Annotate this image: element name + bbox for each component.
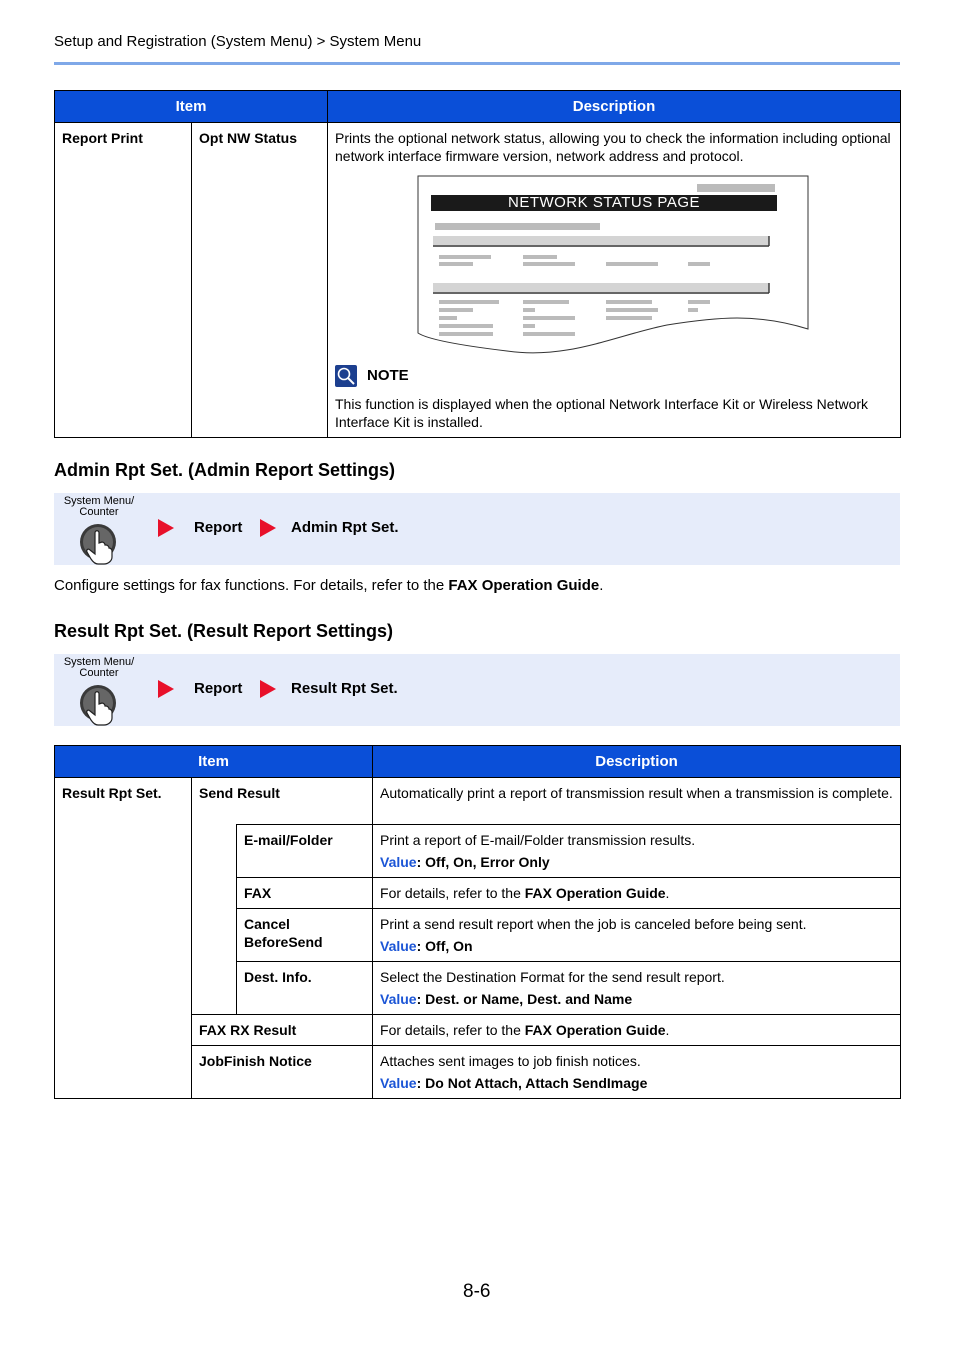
desc-cancel-beforesend: Print a send result report when the job is canceled before being sent. Value: Off, On bbox=[373, 909, 901, 962]
system-menu-counter-key bbox=[62, 496, 136, 518]
note-header bbox=[335, 365, 893, 387]
item-report-print: Report Print bbox=[55, 123, 192, 438]
path-arrow-icon bbox=[158, 680, 174, 698]
fax-guide-reference: FAX Operation Guide bbox=[448, 577, 600, 594]
column-header-description: Description bbox=[328, 91, 901, 123]
system-menu-counter-key bbox=[62, 657, 136, 679]
column-header-description: Description bbox=[373, 746, 901, 778]
column-header-item: Item bbox=[55, 91, 328, 123]
desc-jobfinish-notice: Attaches sent images to job finish notices. Value: Do Not Attach, Attach SendImage bbox=[373, 1046, 901, 1099]
item-fax-rx-result: FAX RX Result bbox=[192, 1015, 373, 1046]
breadcrumb: Setup and Registration (System Menu) > System Menu bbox=[54, 33, 422, 50]
key-label-line1: System Menu/ bbox=[63, 656, 135, 668]
note-text: This function is displayed when the optional Network Interface Kit or Wireless Network Interface Kit is installed. bbox=[335, 396, 869, 430]
item-email-folder: E-mail/Folder bbox=[237, 825, 373, 878]
desc-fax: For details, refer to the FAX Operation Guide. bbox=[373, 878, 901, 909]
value-label: Value bbox=[380, 1075, 417, 1091]
path-step-admin-rpt-set: Admin Rpt Set. bbox=[291, 519, 399, 536]
page-number: 8-6 bbox=[463, 1281, 491, 1302]
network-status-page-illustration bbox=[417, 175, 809, 357]
result-report-table bbox=[54, 745, 901, 1099]
item-opt-nw-status: Opt NW Status bbox=[192, 123, 328, 438]
header-rule bbox=[54, 62, 900, 65]
desc-send-result: Automatically print a report of transmission result when a transmission is complete. bbox=[373, 778, 901, 825]
desc-email-folder: Print a report of E-mail/Folder transmission results. Value: Off, On, Error Only bbox=[373, 825, 901, 878]
table-row bbox=[55, 778, 901, 825]
admin-description: Configure settings for fax functions. For details, refer to the FAX Operation Guide. bbox=[54, 577, 604, 594]
value-options: : Do Not Attach, Attach SendImage bbox=[416, 1075, 648, 1091]
key-label-line2: Counter bbox=[79, 667, 119, 679]
key-label-line2: Counter bbox=[79, 506, 119, 518]
path-step-report: Report bbox=[194, 519, 243, 536]
item-result-rpt-set: Result Rpt Set. bbox=[55, 778, 192, 1099]
value-options: : Off, On bbox=[416, 938, 473, 954]
value-label: Value bbox=[380, 938, 417, 954]
path-arrow-icon bbox=[158, 519, 174, 537]
result-path-band bbox=[54, 654, 900, 726]
admin-path-band bbox=[54, 493, 900, 565]
key-press-hand-icon bbox=[78, 682, 120, 726]
desc-fax-rx-result: For details, refer to the FAX Operation Guide. bbox=[373, 1015, 901, 1046]
item-fax: FAX bbox=[237, 878, 373, 909]
path-arrow-icon bbox=[260, 519, 276, 537]
note-title: NOTE bbox=[367, 367, 409, 384]
description-cell bbox=[328, 123, 901, 438]
column-header-item: Item bbox=[55, 746, 373, 778]
value-label: Value bbox=[380, 991, 417, 1007]
description-text: Prints the optional network status, allowing you to check the information including optional network interface firmware version, network address and protocol. bbox=[335, 130, 891, 164]
result-section-title: Result Rpt Set. (Result Report Settings) bbox=[54, 621, 394, 641]
table-row bbox=[55, 123, 901, 438]
key-press-hand-icon bbox=[78, 521, 120, 565]
item-dest-info: Dest. Info. bbox=[237, 962, 373, 1015]
note-magnifier-icon bbox=[335, 365, 357, 387]
send-result-indent bbox=[192, 825, 237, 1015]
key-label-line1: System Menu/ bbox=[63, 495, 135, 507]
value-options: : Off, On, Error Only bbox=[416, 854, 550, 870]
value-options: : Dest. or Name, Dest. and Name bbox=[416, 991, 633, 1007]
network-status-page-title: NETWORK STATUS PAGE bbox=[431, 195, 777, 211]
path-step-report: Report bbox=[194, 680, 243, 697]
item-jobfinish-notice: JobFinish Notice bbox=[192, 1046, 373, 1099]
path-arrow-icon bbox=[260, 680, 276, 698]
report-print-table bbox=[54, 90, 901, 438]
item-send-result: Send Result bbox=[192, 778, 373, 825]
value-label: Value bbox=[380, 854, 417, 870]
admin-section-title: Admin Rpt Set. (Admin Report Settings) bbox=[54, 460, 395, 480]
path-step-result-rpt-set: Result Rpt Set. bbox=[291, 680, 398, 697]
item-cancel-beforesend: Cancel BeforeSend bbox=[237, 909, 373, 962]
desc-dest-info: Select the Destination Format for the send result report. Value: Dest. or Name, Dest. and Name bbox=[373, 962, 901, 1015]
